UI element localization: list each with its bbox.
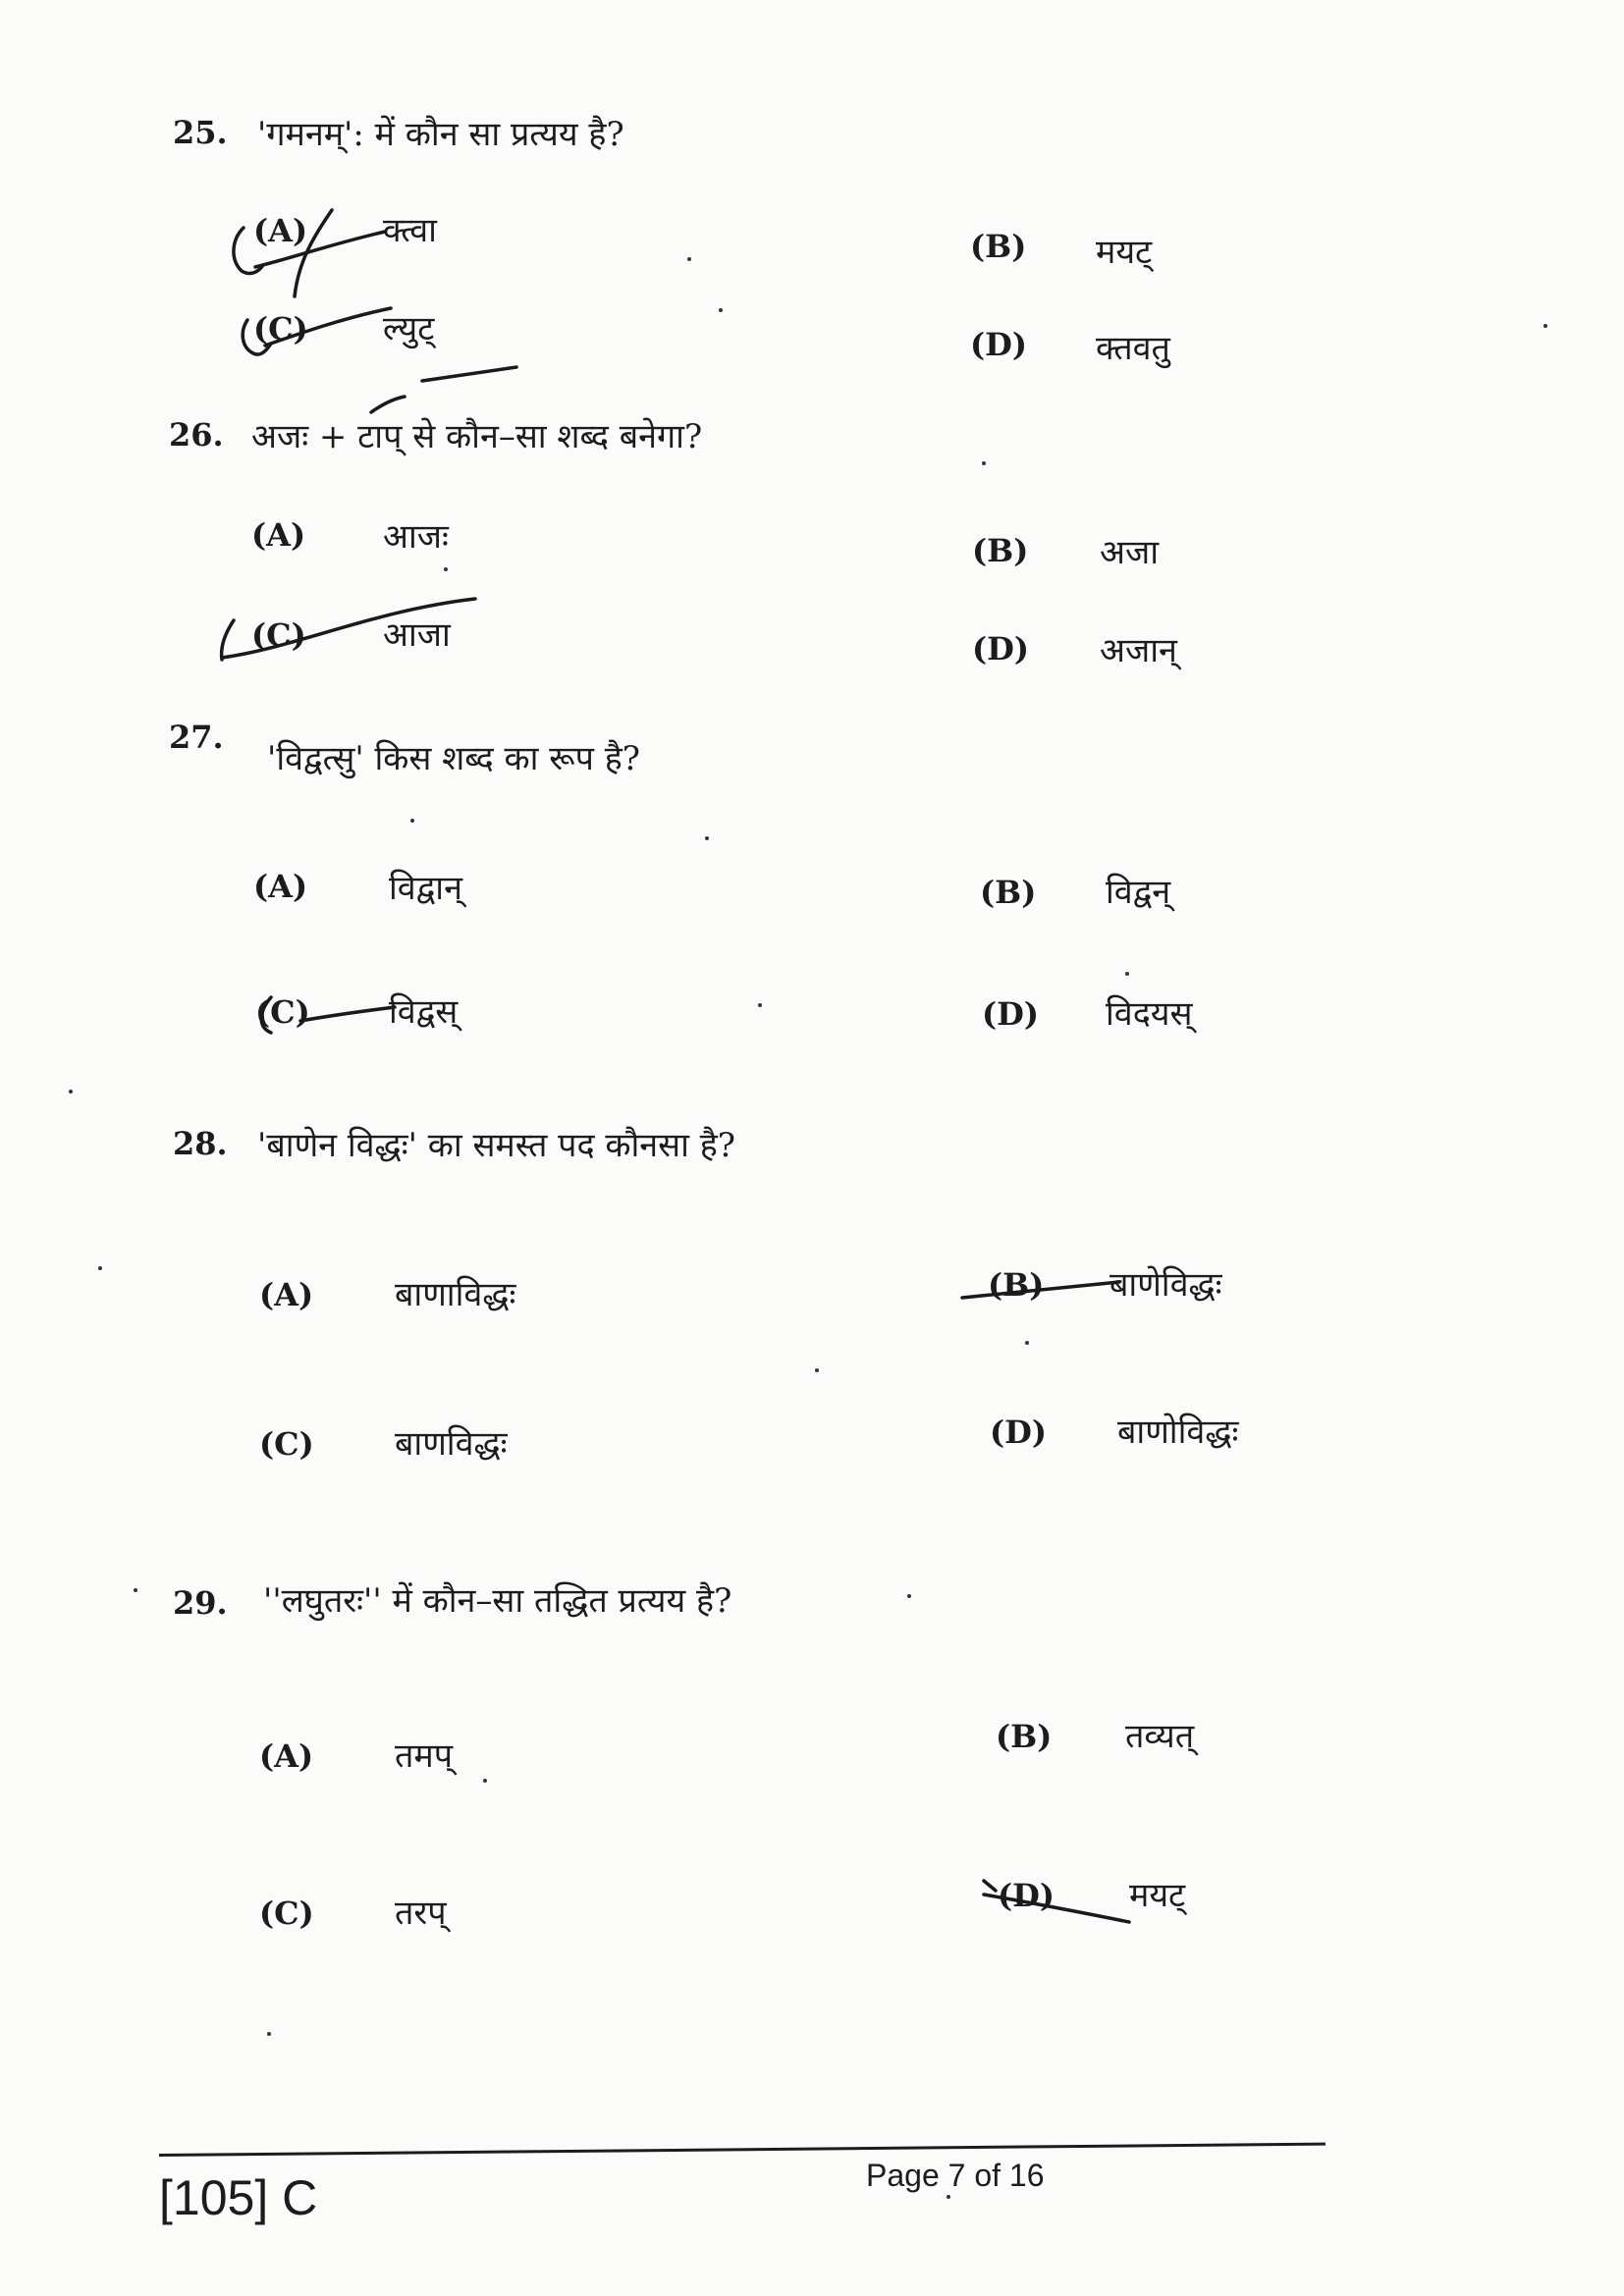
option-text: मयट् — [1129, 1876, 1186, 1915]
question-text: 'गमनम्': में कौन सा प्रत्यय है? — [257, 115, 624, 154]
option-text: विद्वान् — [389, 869, 462, 908]
scan-speck — [815, 1368, 819, 1372]
scan-speck — [444, 567, 448, 571]
scan-speck — [1543, 324, 1547, 328]
option-label: (C) — [259, 1895, 314, 1932]
option-label: (B) — [980, 874, 1037, 911]
option-label: (B) — [996, 1718, 1053, 1755]
option-text: अजान् — [1100, 631, 1177, 670]
scan-speck — [410, 819, 414, 823]
option-text: अजा — [1100, 533, 1160, 572]
scan-speck — [267, 2032, 271, 2036]
option-text: विद्वन् — [1106, 873, 1171, 912]
option-text: आजा — [383, 615, 451, 655]
question-number: 25. — [173, 114, 228, 151]
pen-mark — [300, 1007, 395, 1021]
option-label: (B) — [970, 228, 1027, 265]
option-label: (C) — [253, 310, 308, 347]
question-text: 'बाणेन विद्धः' का समस्त पद कौनसा है? — [257, 1126, 736, 1165]
scan-speck — [719, 308, 723, 312]
option-label: (D) — [972, 630, 1030, 667]
option-text: बाणोविद्धः — [1117, 1413, 1239, 1452]
scan-speck — [907, 1594, 911, 1598]
option-label: (C) — [251, 616, 306, 654]
option-label: (A) — [259, 1737, 314, 1775]
footer-rule — [159, 2143, 1326, 2157]
option-text: तरप् — [395, 1894, 447, 1933]
option-text: बाणविद्धः — [395, 1424, 508, 1464]
option-text: ल्युट् — [383, 309, 435, 348]
option-label: (D) — [970, 326, 1028, 363]
scan-speck — [98, 1266, 102, 1270]
option-label: (A) — [259, 1276, 314, 1313]
option-text: आजः — [383, 517, 449, 557]
option-label: (D) — [990, 1414, 1048, 1451]
question-number: 28. — [173, 1125, 228, 1162]
option-text: विद्वस् — [389, 992, 459, 1032]
pen-mark — [371, 397, 405, 412]
scan-speck — [687, 257, 691, 261]
option-text: बाणेविद्धः — [1110, 1265, 1222, 1305]
option-label: (C) — [255, 993, 310, 1031]
option-text: क्तवतु — [1096, 329, 1170, 368]
paper-code: [105] C — [159, 2170, 318, 2225]
option-label: (A) — [253, 868, 308, 905]
option-label: (B) — [988, 1266, 1045, 1304]
option-label: (C) — [259, 1425, 314, 1463]
scan-speck — [947, 2195, 950, 2199]
scan-speck — [758, 1003, 762, 1007]
option-label: (D) — [998, 1877, 1056, 1914]
option-text: मयट् — [1096, 233, 1153, 272]
pen-mark — [222, 620, 234, 660]
scan-speck — [705, 836, 709, 840]
scan-speck — [69, 1090, 73, 1094]
pen-mark — [984, 1881, 996, 1891]
option-label: (B) — [972, 532, 1029, 569]
option-label: (A) — [253, 212, 308, 249]
question-number: 29. — [173, 1584, 228, 1622]
question-number: 26. — [169, 416, 224, 454]
option-text: क्त्वा — [383, 211, 437, 250]
question-text: ''लघुतरः'' में कौन–सा तद्धित प्रत्यय है? — [263, 1581, 732, 1621]
option-text: तमप् — [395, 1736, 454, 1776]
question-number: 27. — [169, 719, 224, 756]
option-text: तव्यत् — [1125, 1717, 1195, 1756]
scan-speck — [134, 1588, 137, 1592]
option-text: विदयस् — [1106, 994, 1193, 1034]
question-text: अजः + टाप् से कौन–सा शब्द बनेगा? — [251, 417, 703, 456]
scan-speck — [483, 1779, 487, 1783]
option-label: (D) — [982, 995, 1040, 1033]
scan-speck — [982, 461, 986, 465]
option-text: बाणाविद्धः — [395, 1275, 516, 1314]
option-label: (A) — [251, 516, 306, 554]
page-number: Page 7 of 16 — [866, 2158, 1045, 2193]
pen-mark — [422, 367, 516, 381]
scan-speck — [1125, 972, 1129, 976]
scan-speck — [1025, 1341, 1029, 1345]
question-text: 'विद्वत्सु' किस शब्द का रूप है? — [267, 739, 641, 778]
